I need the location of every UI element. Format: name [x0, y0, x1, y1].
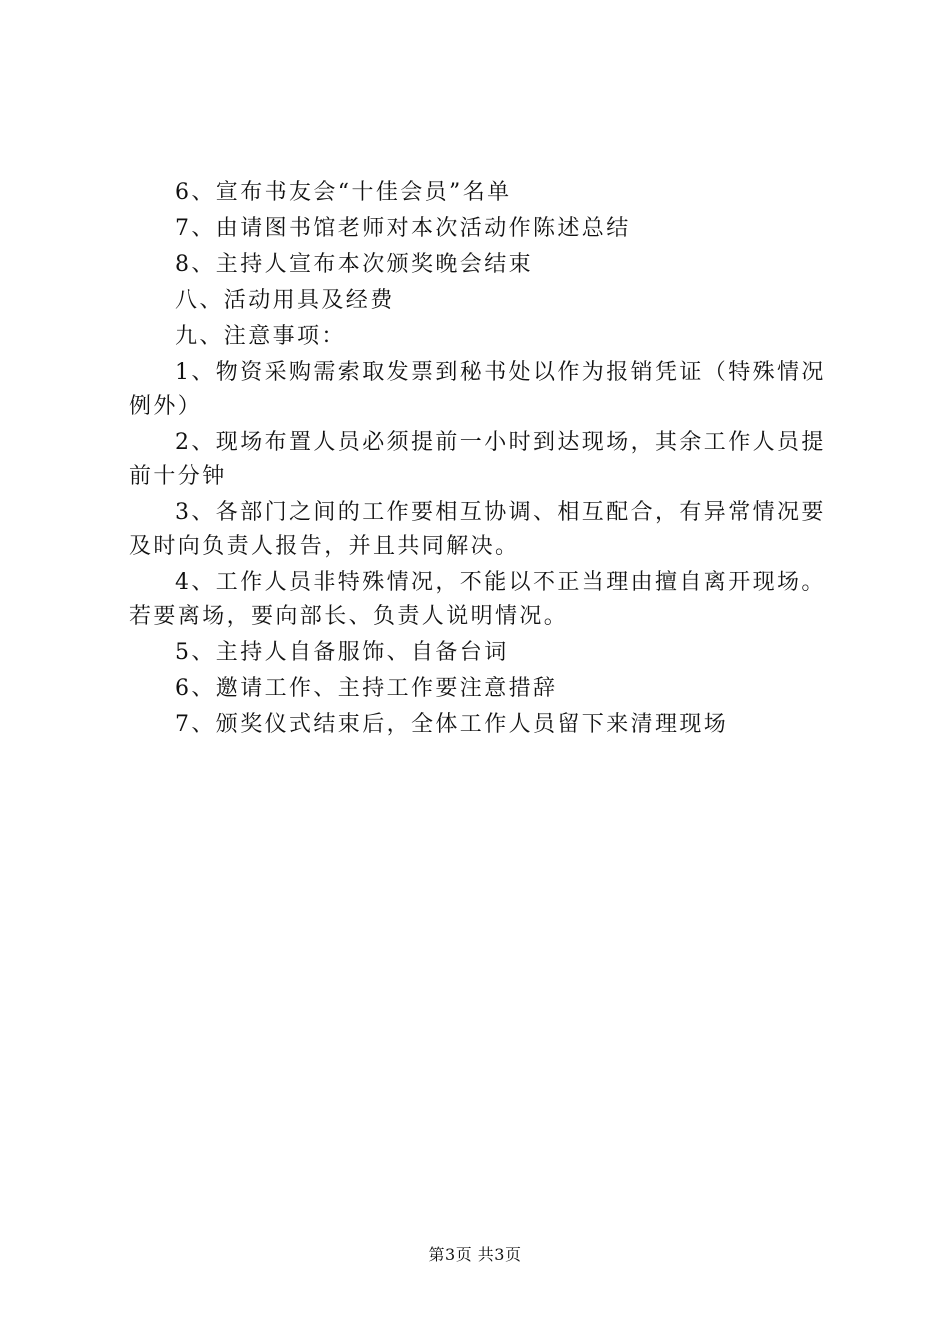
- list-item: 2、现场布置人员必须提前一小时到达现场，其余工作人员提前十分钟: [129, 430, 826, 489]
- list-item: 3、各部门之间的工作要相互协调、相互配合，有异常情况要及时向负责人报告，并且共同解决。: [129, 500, 826, 559]
- list-item: 1、物资采购需索取发票到秘书处以作为报销凭证（特殊情况例外）: [129, 360, 826, 419]
- list-item: 6、邀请工作、主持工作要注意措辞: [175, 676, 558, 701]
- page-number-footer: 第3页 共3页: [428, 1245, 522, 1264]
- list-item: 7、颁奖仪式结束后，全体工作人员留下来清理现场: [175, 712, 729, 737]
- section-heading: 九、注意事项：: [175, 324, 346, 349]
- list-item: 7、由请图书馆老师对本次活动作陈述总结: [175, 216, 631, 241]
- list-item: 5、主持人自备服饰、自备台词: [175, 640, 509, 665]
- list-item: 6、宣布书友会“十佳会员”名单: [175, 180, 512, 205]
- list-item: 8、主持人宣布本次颁奖晚会结束: [175, 252, 533, 277]
- list-item: 4、工作人员非特殊情况，不能以不正当理由擅自离开现场。若要离场，要向部长、负责人说明情况。: [129, 570, 826, 629]
- document-body: [129, 176, 844, 744]
- section-heading: 八、活动用具及经费: [175, 288, 395, 313]
